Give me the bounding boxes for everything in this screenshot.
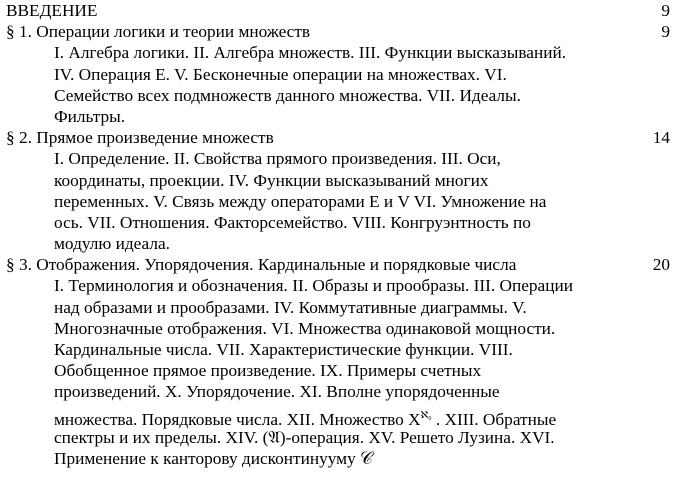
toc-subline: Кардинальные числа. VII. Характеристические функции. VIII. xyxy=(54,340,513,359)
toc-subline: координаты, проекции. IV. Функции высказываний многих xyxy=(54,170,489,190)
toc-section-title: § 2. Прямое произведение множеств xyxy=(6,128,274,148)
toc-section-2[interactable] xyxy=(4,127,675,148)
toc-page-number: 14 xyxy=(652,128,670,148)
toc-subline: над образами и прообразами. IV. Коммутативные диаграммы. V. xyxy=(54,297,527,317)
toc-subline: I. Терминология и обозначения. II. Образы и прообразы. III. Операции xyxy=(54,276,573,296)
toc-subline: ось. VII. Отношения. Факторсемейство. VIII. Конгруэнтность по xyxy=(54,212,531,232)
toc-section-title: § 1. Операции логики и теории множеств xyxy=(6,22,311,42)
toc-section-3[interactable] xyxy=(4,254,675,275)
formula-text-after: . XIII. Обратные xyxy=(431,409,557,429)
table-of-contents xyxy=(4,0,675,469)
toc-page-number: 9 xyxy=(661,1,670,20)
toc-page-number: 9 xyxy=(661,22,670,42)
toc-subline: переменных. V. Связь между операторами E и V VI. Умножение на xyxy=(54,191,547,211)
toc-section-1[interactable] xyxy=(4,21,675,42)
toc-subline: модулю идеала. xyxy=(54,234,170,254)
toc-subline-with-formula xyxy=(4,403,675,427)
toc-subline: I. Определение. II. Свойства прямого произведения. III. Оси, xyxy=(54,149,501,169)
toc-entry-title: ВВЕДЕНИЕ xyxy=(6,1,98,20)
formula-superscript: ℵ₀ xyxy=(420,409,432,421)
toc-page-number: 20 xyxy=(652,255,670,275)
formula-symbol: X xyxy=(408,409,421,429)
toc-subline: Многозначные отображения. VI. Множества одинаковой мощности. xyxy=(54,318,556,338)
formula-text-before: множества. Порядковые числа. XII. Множество xyxy=(54,409,409,429)
toc-subline: Фильтры. xyxy=(54,106,126,126)
toc-subline: произведений. X. Упорядочение. XI. Вполне упорядоченные xyxy=(54,382,500,402)
toc-subline: Обобщенное прямое произведение. IX. Примеры счетных xyxy=(54,361,482,381)
toc-subline: Применение к канторову дисконтинууму 𝒞 xyxy=(54,448,373,468)
toc-subline: Семейство всех подмножеств данного множества. VII. Идеалы. xyxy=(54,85,521,105)
toc-subline: спектры и их пределы. XIV. (𝔄)-операция. XV. Решето Лузина. XVI. xyxy=(54,427,555,447)
toc-subline: IV. Операция E. V. Бесконечные операции на множествах. VI. xyxy=(54,64,507,84)
toc-section-title: § 3. Отображения. Упорядочения. Кардинальные и порядковые числа xyxy=(6,255,517,275)
toc-entry-intro[interactable] xyxy=(4,0,675,21)
toc-subline: I. Алгебра логики. II. Алгебра множеств. III. Функции высказываний. xyxy=(54,43,567,63)
